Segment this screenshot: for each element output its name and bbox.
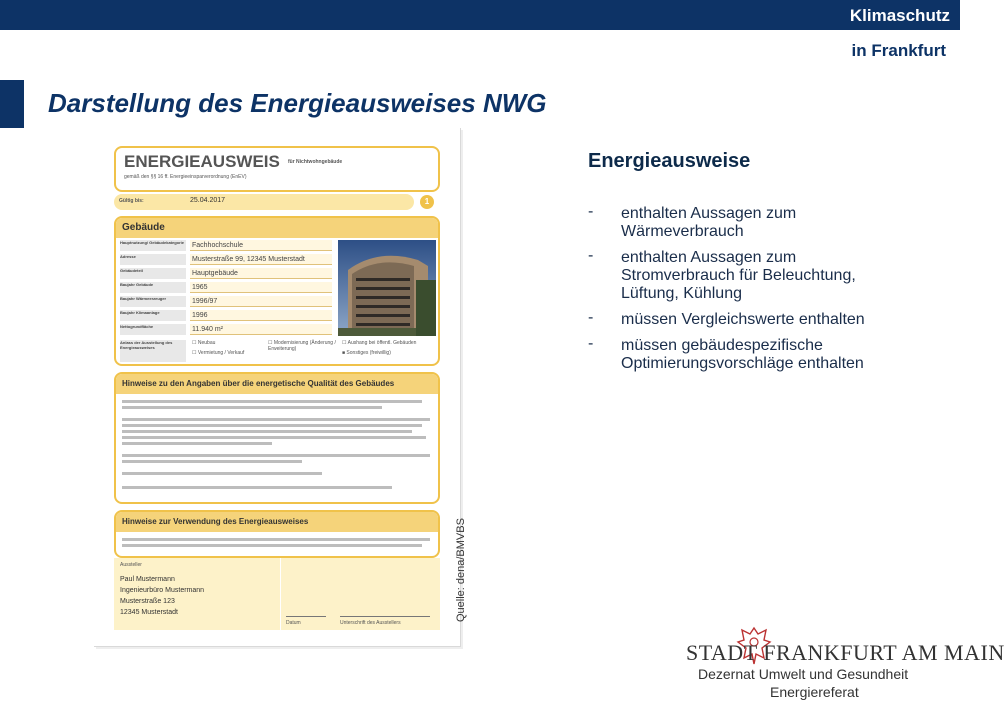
source-caption: Quelle: dena/BMVBS (455, 518, 467, 622)
text-line (122, 544, 422, 547)
title-accent-bar (0, 80, 24, 128)
certificate-regulation: gemäß den §§ 16 ff. Energieeinsparverordnung (EnEV) (124, 174, 247, 180)
issuer-line: Paul Mustermann (120, 576, 175, 583)
valid-date: 25.04.2017 (190, 197, 226, 204)
field-value: Musterstraße 99, 12345 Musterstadt (190, 254, 332, 265)
logo-unit: Energiereferat (770, 684, 859, 700)
issuer-line: Musterstraße 123 (120, 598, 175, 605)
field-value: 1965 (190, 282, 332, 293)
energy-certificate-image (94, 128, 461, 647)
top-bar (0, 0, 960, 30)
occasion-option: ☐ Aushang bei öffentl. Gebäuden (342, 340, 417, 346)
field-label: Baujahr Klimaanlage (120, 310, 186, 321)
field-label: Adresse (120, 254, 186, 265)
building-photo (338, 240, 436, 336)
text-line (122, 436, 426, 439)
brand-line-2: in Frankfurt (851, 41, 946, 60)
text-line (122, 424, 422, 427)
certificate-title: ENERGIEAUSWEIS (124, 152, 280, 171)
bullet-item: - müssen Vergleichswerte enthalten (588, 309, 865, 328)
occasion-option: ☐ Neubau (192, 340, 216, 346)
certificate-title-suffix: für Nichtwohngebäude (288, 159, 343, 165)
usage-section-header: Hinweise zur Verwendung des Energieausweises (116, 512, 438, 532)
text-line (122, 454, 430, 457)
field-value: Fachhochschule (190, 240, 332, 251)
divider (280, 558, 281, 630)
bullet-marker: - (588, 247, 594, 264)
certificate-title-box (114, 146, 440, 192)
text-line (122, 430, 412, 433)
bullet-marker: - (588, 203, 594, 220)
building-section-header: Gebäude (116, 218, 438, 238)
page-number-badge: 1 (420, 195, 434, 209)
valid-label: Gültig bis: (119, 198, 144, 204)
logo-department: Dezernat Umwelt und Gesundheit (698, 666, 909, 682)
date-label: Datum (286, 620, 301, 626)
certificate-valid-bar (114, 194, 414, 210)
text-line (122, 460, 302, 463)
issuer-line: Ingenieurbüro Mustermann (120, 587, 205, 594)
frankfurt-logo (686, 620, 1005, 720)
text-line (122, 472, 322, 475)
text-line (122, 400, 422, 403)
occasion-option: ☐ Modernisierung (Änderung / Erweiterung) (268, 340, 336, 352)
bullet-marker: - (588, 335, 594, 352)
slide-title: Darstellung des Energieausweises NWG (48, 88, 547, 118)
bullet-marker: - (588, 309, 594, 326)
field-label: Nettogrundfläche (120, 324, 186, 335)
signature-line (340, 616, 430, 617)
field-value: 1996 (190, 310, 332, 321)
field-value: 11.940 m² (190, 324, 332, 335)
bullet-item: - enthalten Aussagen zum Wärmeverbrauch (588, 203, 797, 240)
hints-section (114, 372, 440, 504)
hints-section-header: Hinweise zu den Angaben über die energetische Qualität des Gebäudes (116, 374, 438, 394)
bullet-list (588, 205, 908, 381)
signature-label: Unterschrift des Ausstellers (340, 620, 401, 626)
content-heading: Energieausweise (588, 150, 751, 172)
field-label: Baujahr Wärmeerzeuger (120, 296, 186, 307)
bullet-item: - müssen gebäudespezifische Optimierungsvorschläge enthalten (588, 335, 864, 372)
bullet-item: - enthalten Aussagen zum Stromverbrauch für Beleuchtung, Lüftung, Kühlung (588, 247, 856, 302)
occasion-option: ■ Sonstiges (freiwillig) (342, 350, 391, 356)
field-label: Hauptnutzung/ Gebäudekategorie (120, 240, 186, 251)
date-line (286, 616, 326, 617)
text-line (122, 442, 272, 445)
field-label: Gebäudeteil (120, 268, 186, 279)
field-value: 1996/97 (190, 296, 332, 307)
issuer-area (114, 558, 440, 630)
occasion-option: ☐ Vermietung / Verkauf (192, 350, 245, 356)
usage-section (114, 510, 440, 558)
issuer-label: Aussteller (120, 562, 142, 568)
text-line (122, 538, 430, 541)
text-line (122, 486, 392, 489)
brand-line-1: Klimaschutz (849, 6, 950, 25)
occasion-label: Anlass der Ausstellung des Energieausweises (120, 340, 186, 362)
issuer-line: 12345 Musterstadt (120, 609, 178, 616)
text-line (122, 406, 382, 409)
building-section (114, 216, 440, 366)
field-value: Hauptgebäude (190, 268, 332, 279)
text-line (122, 418, 430, 421)
field-label: Baujahr Gebäude (120, 282, 186, 293)
logo-city-name: STADT FRANKFURT AM MAIN (686, 640, 1005, 665)
